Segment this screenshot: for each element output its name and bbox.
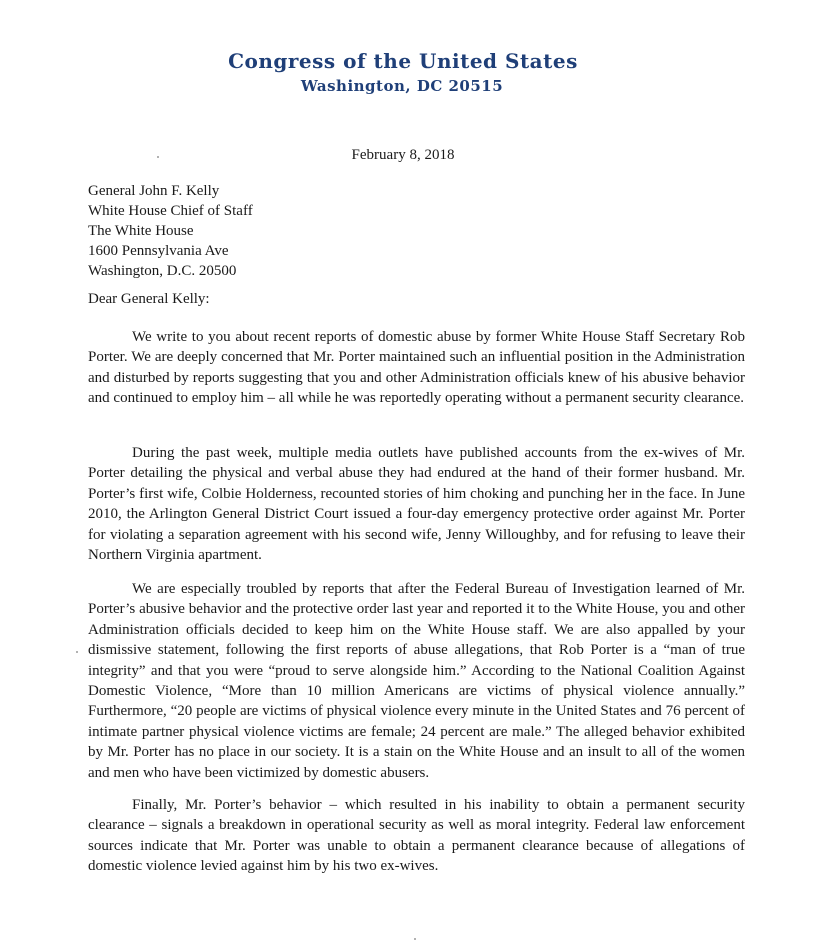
recipient-address bbox=[88, 181, 253, 281]
letterhead-subtitle: Washington, DC 20515 bbox=[300, 77, 504, 95]
body-paragraph-3: We are especially troubled by reports that after the Federal Bureau of Investigation learned of Mr. Porter’s abusive behavior and the protective order last year and reported it to the White House, you and other Administration officials decided to keep him on the White House staff. We are also appalled by your dismissive statement, following the first reports of abuse allegations, that Rob Porter is a “man of true integrity” and that you were “proud to serve alongside him.” According to the National Coalition Against Domestic Violence, “More than 10 million Americans are victims of physical violence annually.” Furthermore, “20 people are victims of physical violence every minute in the United States and 76 percent of intimate partner physical violence victims are female; 24 percent are male.” The alleged behavior exhibited by Mr. Porter has no place in our society. It is a stain on the White House and an insult to all of the women and men who have been victimized by domestic abusers. bbox=[88, 581, 745, 781]
scan-speck bbox=[157, 156, 159, 158]
letterhead-title: Congress of the United States bbox=[228, 49, 578, 73]
recipient-city: Washington, D.C. 20500 bbox=[88, 263, 237, 279]
letter-date: February 8, 2018 bbox=[351, 147, 455, 163]
body-paragraph-1: We write to you about recent reports of domestic abuse by former White House Staff Secretary Rob Porter. We are deeply concerned that Mr. Porter maintained such an influential position in the Administration and disturbed by reports suggesting that you and other Administration officials knew of his abusive behavior and continued to employ him – all while he was reportedly operating without a permanent security clearance. bbox=[88, 329, 745, 407]
recipient-name: General John F. Kelly bbox=[88, 183, 220, 199]
scan-speck bbox=[414, 938, 416, 940]
scan-speck bbox=[76, 651, 78, 653]
recipient-street: 1600 Pennsylvania Ave bbox=[88, 243, 229, 259]
body-paragraph-2: During the past week, multiple media outlets have published accounts from the ex-wives of Mr. Porter detailing the physical and verbal abuse they had endured at the hand of their former husband. Mr. Porter’s first wife, Colbie Holderness, recounted stories of him choking and punching her in the face. In June 2010, the Arlington General District Court issued a four-day emergency protective order against Mr. Porter for violating a separation agreement with his second wife, Jenny Willoughby, and for refusing to leave their Northern Virginia apartment. bbox=[88, 445, 745, 564]
salutation: Dear General Kelly: bbox=[88, 291, 210, 307]
recipient-organization: The White House bbox=[88, 223, 194, 239]
body-paragraph-4: Finally, Mr. Porter’s behavior – which resulted in his inability to obtain a permanent security clearance – signals a breakdown in operational security as well as moral integrity. Federal law enforcement sources indicate that Mr. Porter was unable to obtain a permanent clearance because of allegations of domestic violence levied against him by his two ex-wives. bbox=[88, 797, 745, 875]
recipient-title: White House Chief of Staff bbox=[88, 203, 253, 219]
